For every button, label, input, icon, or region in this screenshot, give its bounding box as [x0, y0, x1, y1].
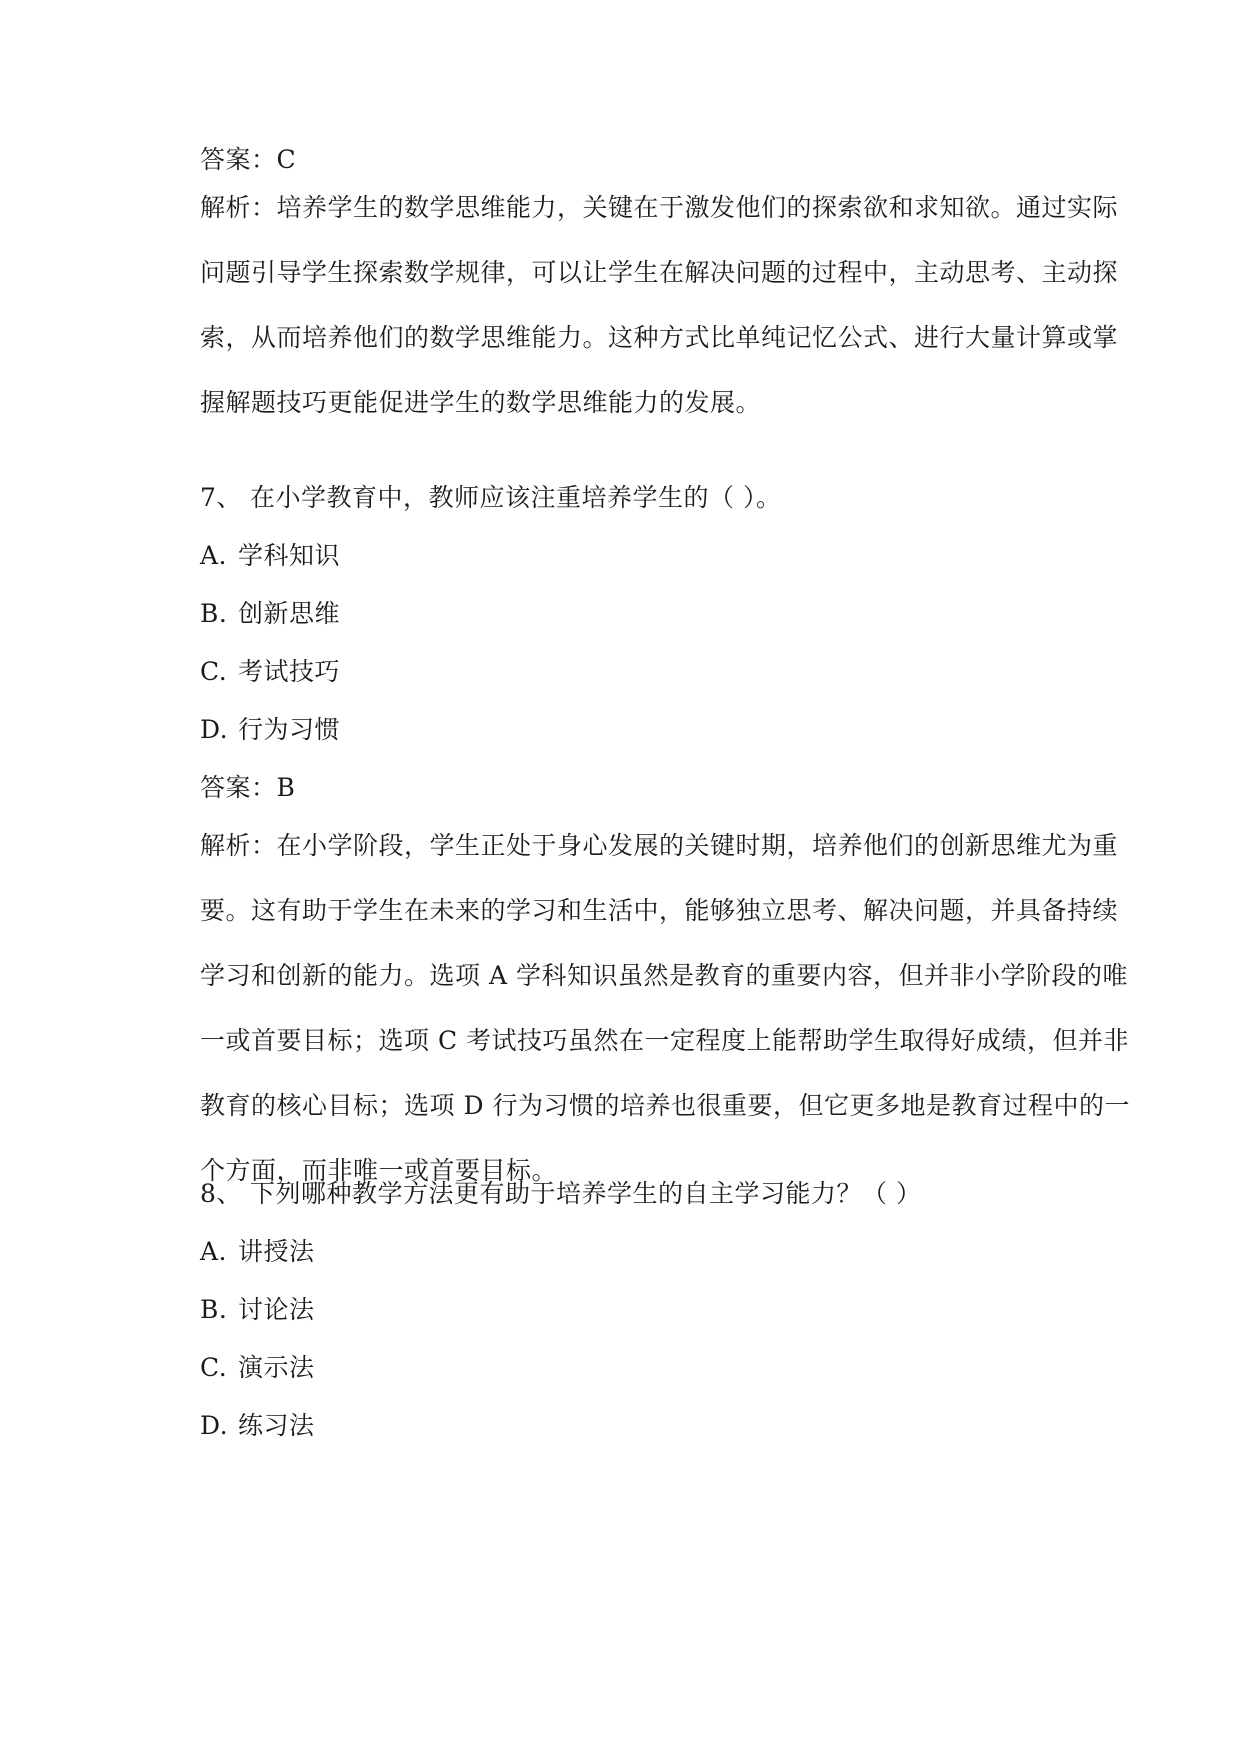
- option-text: 讨论法: [238, 1295, 315, 1324]
- analysis-line: 问题引导学生探索数学规律，可以让学生在解决问题的过程中，主动思考、主动探: [200, 258, 1119, 287]
- option-letter: B.: [200, 1295, 228, 1324]
- option-text: 学科知识: [238, 541, 341, 570]
- option-letter: A.: [200, 1237, 228, 1266]
- analysis-line: 要。这有助于学生在未来的学习和生活中，能够独立思考、解决问题，并具备持续: [200, 896, 1119, 925]
- answer-text: 答案：B: [200, 773, 296, 802]
- option-text: 练习法: [238, 1411, 315, 1440]
- option-letter: A.: [200, 541, 228, 570]
- question-7-option-b: [200, 598, 340, 630]
- question-8-option-b: [200, 1294, 315, 1326]
- option-letter: C.: [200, 1353, 228, 1382]
- question-number: 8、: [200, 1179, 242, 1208]
- question-7-analysis: [200, 830, 1130, 1187]
- prev-analysis: [200, 192, 1118, 419]
- analysis-line: 握解题技巧更能促进学生的数学思维能力的发展。: [200, 388, 762, 417]
- analysis-line: 个方面，而非唯一或首要目标。: [200, 1156, 558, 1185]
- option-text: 讲授法: [238, 1237, 315, 1266]
- question-8-stem: [200, 1178, 921, 1210]
- option-text: 行为习惯: [238, 715, 341, 744]
- analysis-line: 索，从而培养他们的数学思维能力。这种方式比单纯记忆公式、进行大量计算或掌: [200, 323, 1119, 352]
- question-7-option-c: [200, 656, 340, 688]
- question-7-option-a: [200, 540, 340, 572]
- question-number: 7、: [200, 483, 242, 512]
- question-text: 下列哪种教学方法更有助于培养学生的自主学习能力？（ ）: [250, 1179, 922, 1208]
- option-letter: B.: [200, 599, 228, 628]
- analysis-line: 教育的核心目标；选项 D 行为习惯的培养也很重要，但它更多地是教育过程中的一: [200, 1091, 1130, 1120]
- question-7-answer: [200, 772, 295, 804]
- option-letter: D.: [200, 715, 229, 744]
- option-letter: D.: [200, 1411, 229, 1440]
- option-text: 创新思维: [238, 599, 341, 628]
- question-text: 在小学教育中，教师应该注重培养学生的（ ）。: [250, 483, 782, 512]
- option-text: 演示法: [238, 1353, 315, 1382]
- answer-text: 答案：C: [200, 145, 297, 174]
- prev-answer: [200, 144, 296, 176]
- question-7-stem: [200, 482, 781, 514]
- question-7-option-d: [200, 714, 340, 746]
- option-letter: C.: [200, 657, 228, 686]
- question-8-option-a: [200, 1236, 315, 1268]
- question-8-option-c: [200, 1352, 315, 1384]
- question-8-option-d: [200, 1410, 315, 1442]
- analysis-line: 一或首要目标；选项 C 考试技巧虽然在一定程度上能帮助学生取得好成绩，但并非: [200, 1026, 1130, 1055]
- analysis-line: 学习和创新的能力。选项 A 学科知识虽然是教育的重要内容，但并非小学阶段的唯: [200, 961, 1128, 990]
- option-text: 考试技巧: [238, 657, 341, 686]
- analysis-line: 解析：在小学阶段，学生正处于身心发展的关键时期，培养他们的创新思维尤为重: [200, 831, 1119, 860]
- analysis-line: 解析：培养学生的数学思维能力，关键在于激发他们的探索欲和求知欲。通过实际: [200, 193, 1119, 222]
